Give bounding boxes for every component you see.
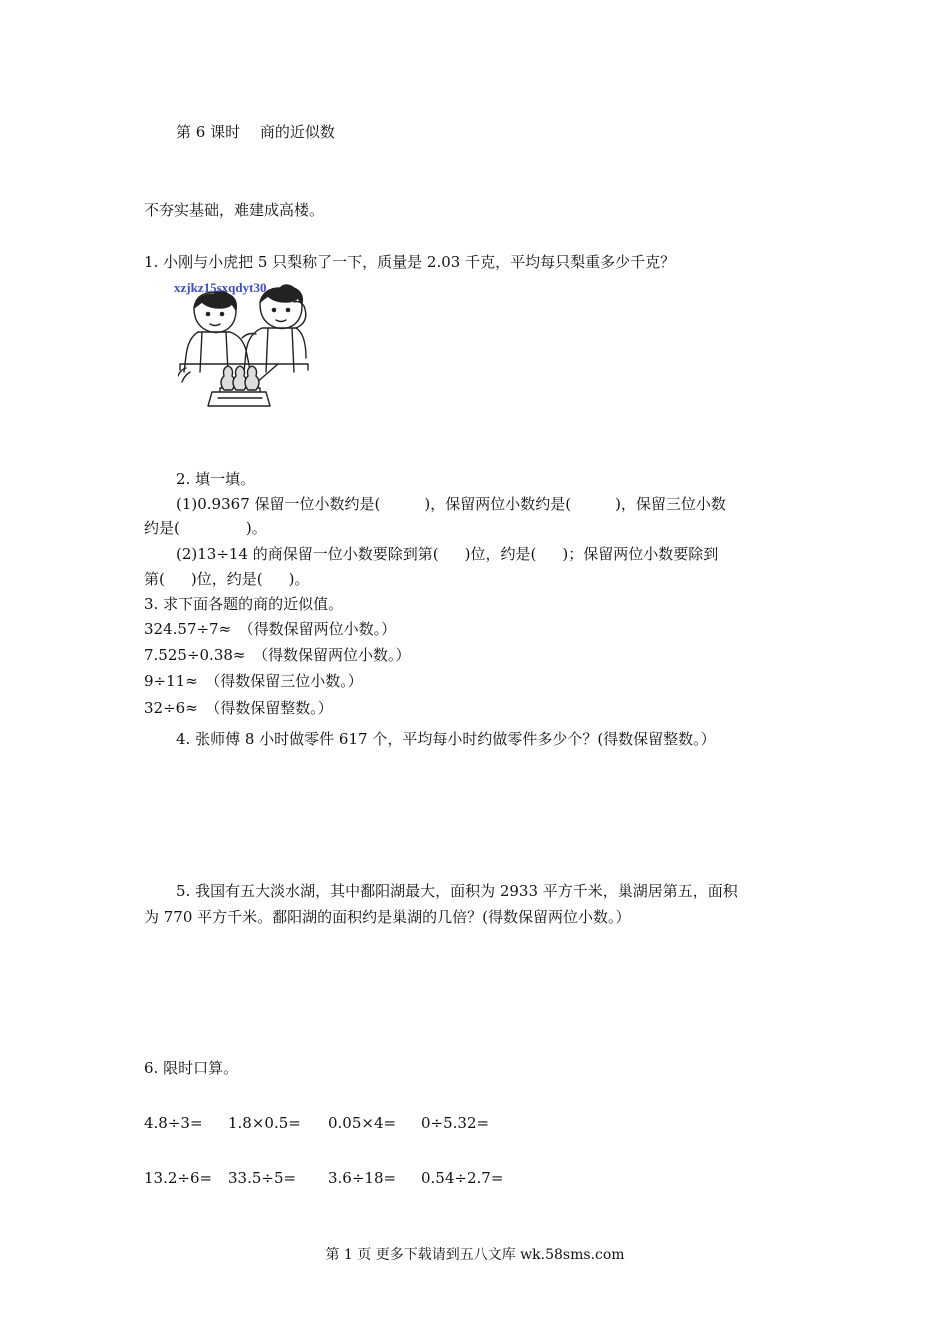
page-footer: 第 1 页 更多下载请到五八文库 wk.58sms.com	[325, 1247, 625, 1263]
question-3-title: 3. 求下面各题的商的近似值。	[144, 595, 344, 613]
mental-math-item: 0÷5.32=	[421, 1114, 490, 1132]
q2-p2-seg-d: 第(	[144, 570, 165, 588]
lesson-title: 第 6 课时 商的近似数	[176, 123, 335, 141]
q2-p1-seg-b: )，保留两位小数约是(	[424, 495, 572, 513]
question-3-item: 32÷6≈ （得数保留整数。）	[144, 699, 333, 717]
question-5-line-1: 5. 我国有五大淡水湖，其中鄱阳湖最大，面积为 2933 平方千米，巢湖居第五，面积	[176, 882, 738, 900]
watermark-stamp: xzjkz15sxqdyt30	[174, 280, 267, 295]
q2-p1-seg-d: 约是(	[144, 519, 180, 537]
question-1: 1. 小刚与小虎把 5 只梨称了一下，质量是 2.03 千克，平均每只梨重多少千克？	[144, 253, 676, 271]
question-6-title: 6. 限时口算。	[144, 1059, 239, 1077]
mental-math-item: 33.5÷5=	[228, 1169, 297, 1187]
mental-math-item: 3.6÷18=	[328, 1169, 397, 1187]
mental-math-item: 0.05×4=	[328, 1114, 397, 1132]
question-2-part-2-line-1	[176, 547, 718, 562]
mental-math-item: 1.8×0.5=	[228, 1114, 301, 1132]
mental-math-item: 13.2÷6=	[144, 1169, 213, 1187]
question-2-part-1-line-1	[176, 497, 726, 512]
question-3-item: 9÷11≈ （得数保留三位小数。）	[144, 672, 363, 690]
q2-p2-seg-b: )位，约是(	[464, 545, 537, 563]
question-4: 4. 张师傅 8 小时做零件 617 个，平均每小时约做零件多少个？(得数保留整数。）	[176, 730, 716, 748]
q2-p2-seg-a: (2)13÷14 的商保留一位小数要除到第(	[176, 545, 439, 563]
boys-weighing-pears-illustration	[178, 280, 310, 410]
q2-p1-seg-c: )，保留三位小数	[615, 495, 726, 513]
question-2-part-2-line-2	[144, 572, 309, 587]
question-3-item: 324.57÷7≈ （得数保留两位小数。）	[144, 620, 397, 638]
question-2-part-1-line-2	[144, 521, 267, 536]
question-5-line-2: 为 770 平方千米。鄱阳湖的面积约是巢湖的几倍？(得数保留两位小数。）	[144, 908, 631, 926]
q2-p2-seg-c: )；保留两位小数要除到	[562, 545, 719, 563]
question-2-title: 2. 填一填。	[176, 470, 256, 488]
q2-p2-seg-f: )。	[288, 570, 310, 588]
q2-p1-seg-e: )。	[245, 519, 267, 537]
q2-p1-seg-a: (1)0.9367 保留一位小数约是(	[176, 495, 381, 513]
question-3-item: 7.525÷0.38≈ （得数保留两位小数。）	[144, 646, 411, 664]
mental-math-item: 0.54÷2.7=	[421, 1169, 504, 1187]
mental-math-item: 4.8÷3=	[144, 1114, 203, 1132]
motto: 不夯实基础，难建成高楼。	[144, 201, 325, 219]
q2-p2-seg-e: )位，约是(	[190, 570, 263, 588]
